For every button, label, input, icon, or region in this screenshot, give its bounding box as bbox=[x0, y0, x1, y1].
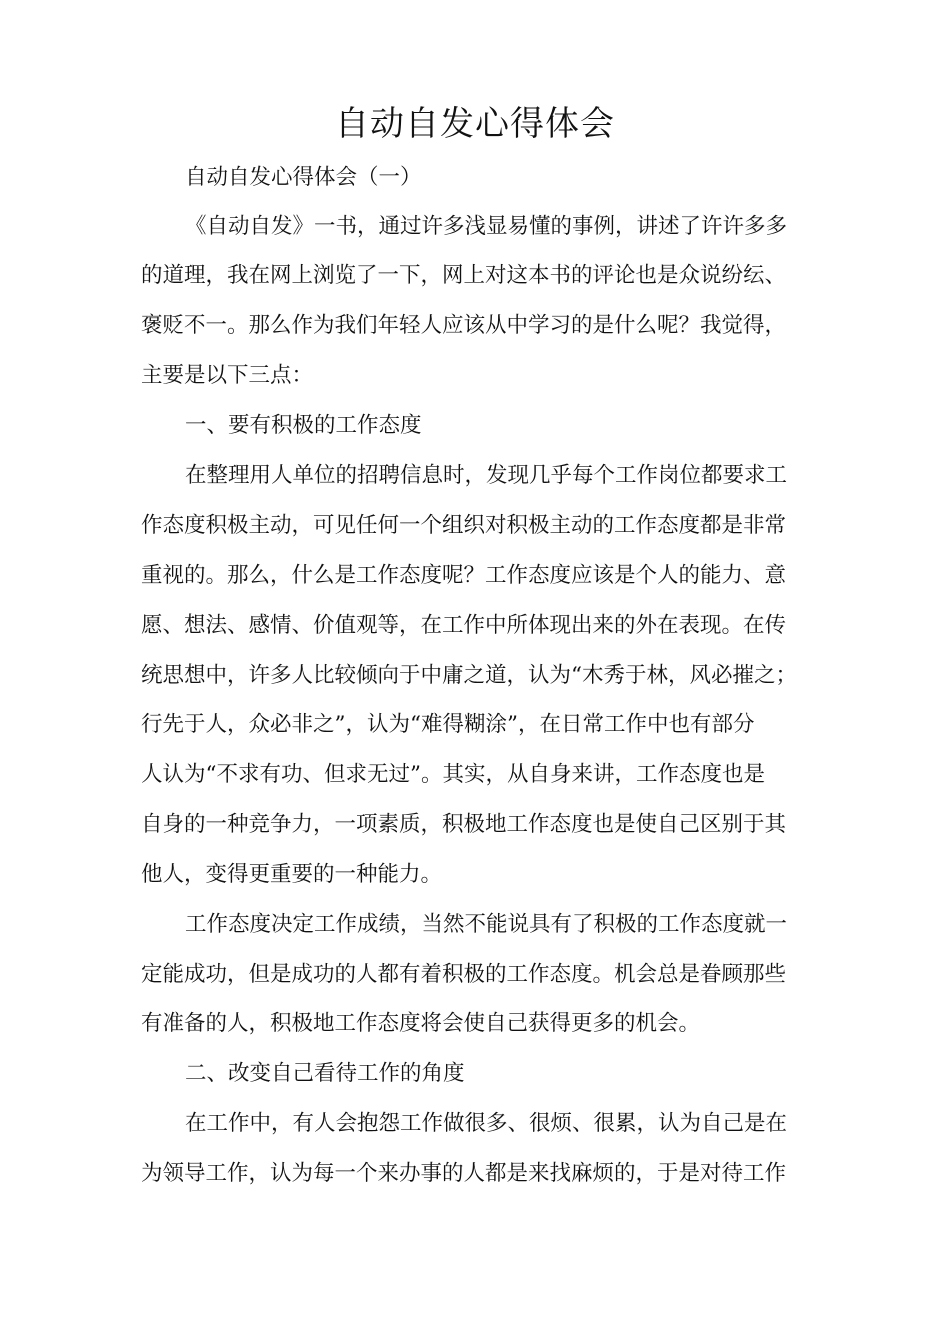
paragraph-line: 重视的。那么，什么是工作态度呢？工作态度应该是个人的能力、意 bbox=[141, 563, 787, 588]
paragraph-line: 人认为“不求有功、但求无过”。其实，从自身来讲，工作态度也是 bbox=[141, 762, 765, 787]
paragraph-line: 他人，变得更重要的一种能力。 bbox=[141, 862, 443, 887]
paragraph-line: 统思想中，许多人比较倾向于中庸之道，认为“木秀于林，风必摧之； bbox=[141, 663, 797, 688]
section-heading: 一、要有积极的工作态度 bbox=[185, 413, 422, 438]
paragraph-line: 自身的一种竞争力，一项素质，积极地工作态度也是使自己区别于其 bbox=[141, 812, 787, 837]
paragraph-line: 褒贬不一。那么作为我们年轻人应该从中学习的是什么呢？我觉得， bbox=[141, 313, 787, 338]
section-heading: 二、改变自己看待工作的角度 bbox=[185, 1061, 465, 1086]
paragraph-line: 《自动自发》一书，通过许多浅显易懂的事例，讲述了许许多多 bbox=[185, 214, 788, 239]
paragraph-line: 行先于人，众必非之”，认为“难得糊涂”，在日常工作中也有部分 bbox=[141, 712, 755, 737]
paragraph-line: 主要是以下三点： bbox=[141, 363, 314, 388]
paragraph-line: 有准备的人，积极地工作态度将会使自己获得更多的机会。 bbox=[141, 1011, 701, 1036]
paragraph-line: 在整理用人单位的招聘信息时，发现几乎每个工作岗位都要求工 bbox=[185, 463, 788, 488]
document-title: 自动自发心得体会 bbox=[335, 104, 615, 144]
paragraph-line: 的道理，我在网上浏览了一下，网上对这本书的评论也是众说纷纭、 bbox=[141, 263, 787, 288]
paragraph-line: 愿、想法、感情、价值观等，在工作中所体现出来的外在表现。在传 bbox=[141, 613, 787, 638]
paragraph-line: 定能成功，但是成功的人都有着积极的工作态度。机会总是眷顾那些 bbox=[141, 962, 787, 987]
paragraph-line: 在工作中，有人会抱怨工作做很多、很烦、很累，认为自己是在 bbox=[185, 1111, 788, 1136]
paragraph-line: 作态度积极主动，可见任何一个组织对积极主动的工作态度都是非常 bbox=[141, 513, 787, 538]
paragraph-line: 工作态度决定工作成绩，当然不能说具有了积极的工作态度就一 bbox=[185, 912, 788, 937]
paragraph-line: 为领导工作，认为每一个来办事的人都是来找麻烦的，于是对待工作 bbox=[141, 1161, 787, 1186]
subtitle-line: 自动自发心得体会（一） bbox=[185, 165, 422, 190]
